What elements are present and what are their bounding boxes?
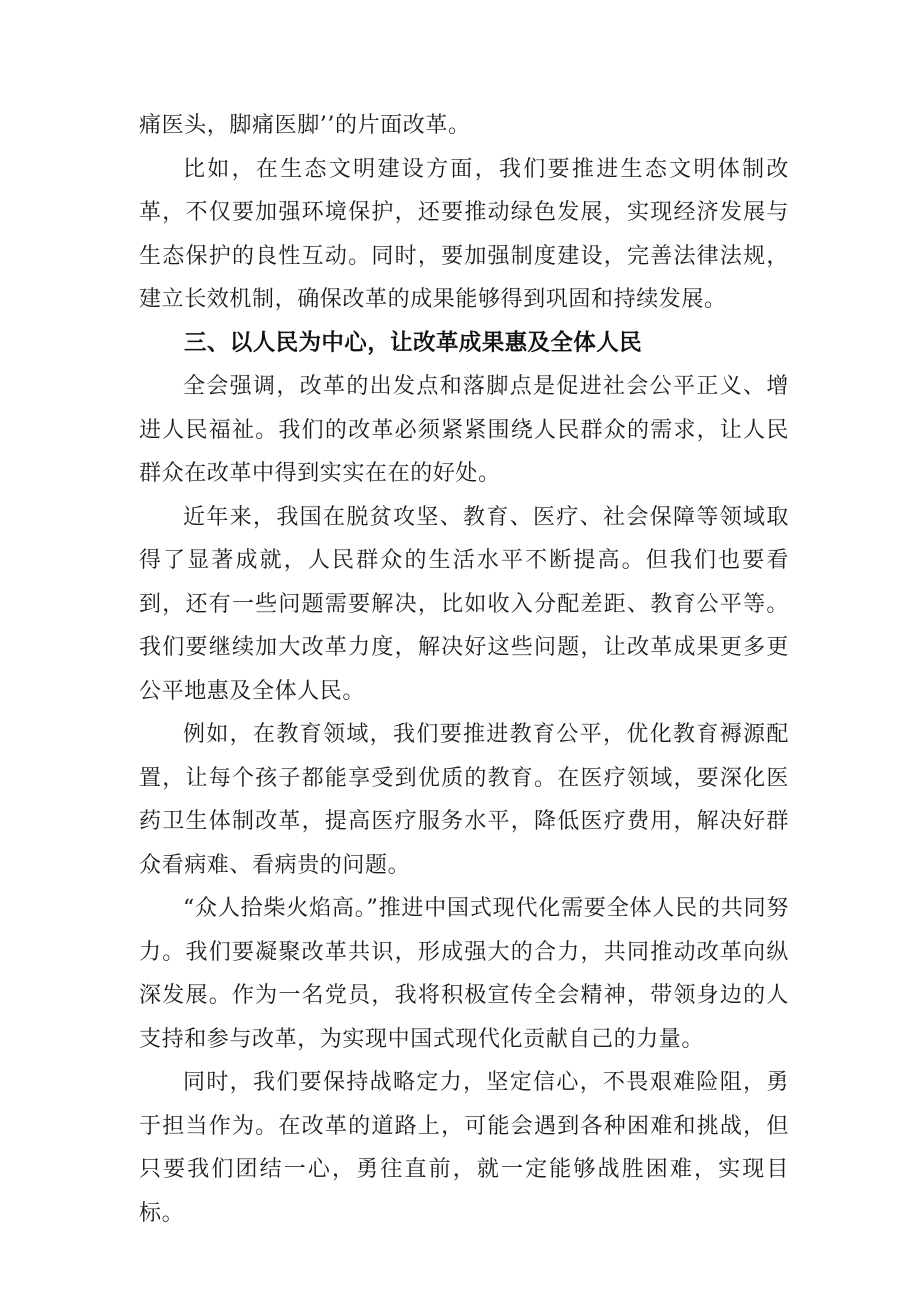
paragraph-quote: “众人拾柴火焰高。”推进中国式现代化需要全体人民的共同努力。我们要凝聚改革共识，形成强大的合力，共同推动改革向纵深发展。作为一名党员，我将积极宣传全会精神，带领身边的人支持和参与改革，为实现中国式现代化贡献自己的力量。: [139, 896, 789, 1052]
section-heading: 三、以人民为中心，让改革成果惠及全体人民: [184, 329, 643, 356]
paragraph-continuation: 痛医头，脚痛医脚’’的片面改革。: [139, 113, 471, 138]
paragraph-ecology: 比如，在生态文明建设方面，我们要推进生态文明体制改革，不仅要加强环境保护，还要推动绿色发展，实现经济发展与生态保护的良性互动。同时，要加强制度建设，完善法律法规，建立长效机制，确保改革的成果能够得到巩固和持续发展。: [139, 156, 789, 312]
paragraph-education-medical: 例如，在教育领域，我们要推进教育公平，优化教育褥源配置，让每个孩子都能享受到优质的教育。在医疗领域，要深化医药卫生体制改革，提高医疗服务水平，降低医疗费用，解决好群众看病难、看病贵的问题。: [139, 722, 789, 878]
document-body: [139, 104, 789, 1235]
paragraph-plenary: 全会强调，改革的出发点和落脚点是促进社会公平正义、增进人民福祉。我们的改革必须紧紧围绕人民群众的需求，让人民群众在改革中得到实实在在的好处。: [139, 374, 789, 486]
paragraph-conclusion: 同时，我们要保持战略定力，坚定信心，不畏艰难险阻，勇于担当作为。在改革的道路上，可能会遇到各种困难和挑战，但只要我们团结一心，勇往直前，就一定能够战胜困难，实现目标。: [139, 1070, 789, 1226]
paragraph-recent-years: 近年来，我国在脱贫攻坚、教育、医疗、社会保障等领域取得了显著成就，人民群众的生活水平不断提高。但我们也要看到，还有一些问题需要解决，比如收入分配差距、教育公平等。我们要继续加大改革力度，解决好这些问题，让改革成果更多更公平地惠及全体人民。: [139, 504, 789, 704]
